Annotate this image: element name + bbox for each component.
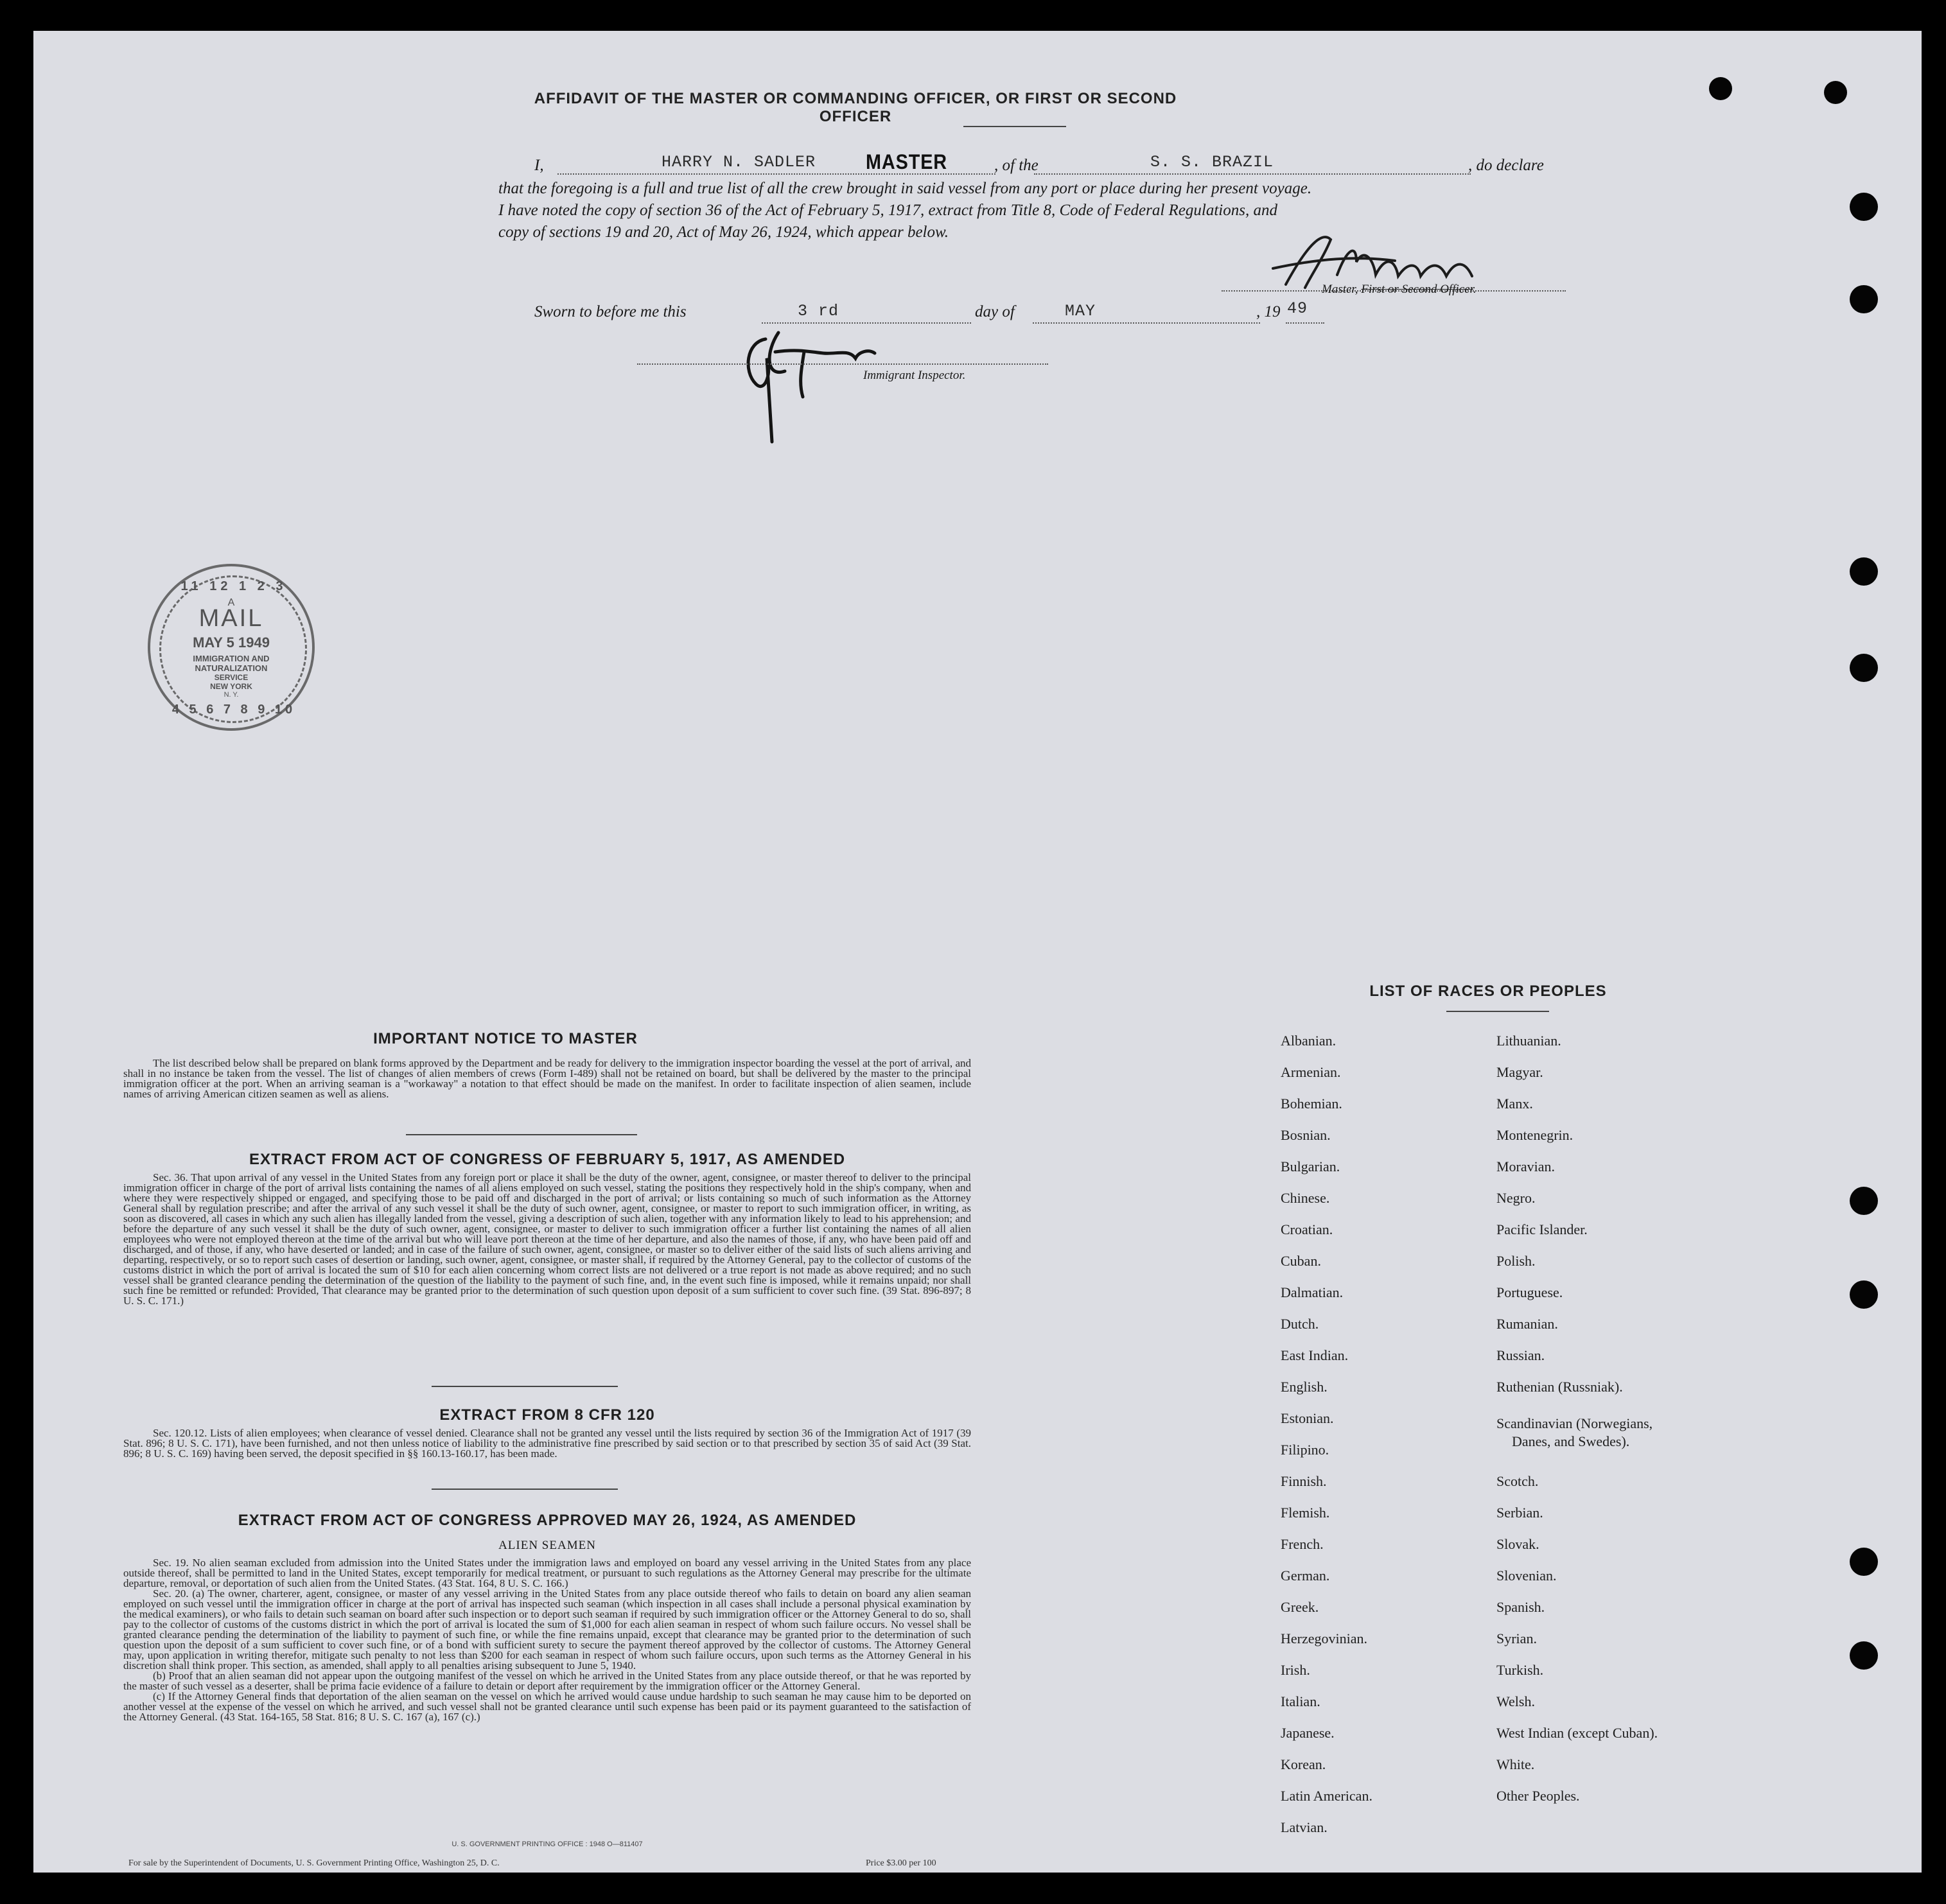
mail-received-stamp bbox=[148, 564, 315, 731]
punch-hole bbox=[1850, 654, 1878, 682]
race-item: Bulgarian. bbox=[1281, 1158, 1340, 1175]
stamp-line-4: NEW YORK bbox=[210, 682, 252, 691]
master-caption-label: Master, bbox=[1322, 283, 1358, 296]
extract-1917-body: Sec. 36. That upon arrival of any vessel in the United States from any foreign port or place it shall be the duty of the owner, agent, consignee, or master thereof to deliver to the principal immigration officer in charge of the port of arrival lists containing the names of all aliens employed on such vessel, stating the positions they respectively hold in the ship's company, when and where they were respectively shipped or engaged, and specifying those to be paid off and discharged in the port of arrival; or lists containing so much of such information as the Attorney General shall by regulation prescribe; and after the arrival of any such vessel it shall be the duty of such owner, agent, consignee, or master to report to such immigration officer, in writing, as soon as discovered, all cases in which any such alien has illegally landed from the vessel, giving a description of such alien, together with any information likely to lead to his apprehension; and before the departure of any such vessel it shall be the duty of such owner, agent, consignee, or master to deliver to such immigration officer a further list containing the names of all alien employees who were not employed thereon at the time of the arrival but who will leave port thereon at the time of her departure, and also the names of those, if any, who have been paid off and discharged, and of those, if any, who have deserted or landed; and in case of the failure of such owner, agent, consignee, or master so to deliver either of the said lists of such aliens arriving and departing, respectively, or so to report such cases of desertion or landing, such owner, agent, consignee, or master shall, if required by the Attorney General, pay to the collector of customs of the customs district in which the port of arrival is located the sum of $10 for each alien concerning whom correct lists are not delivered or a true report is not made as above required; and no such vessel shall be granted clearance pending the determination of the question of the liability to the payment of such fine, and, in the event such fine is imposed, while it remains unpaid; nor shall such fine be remitted or refunded: Provided, That clearance may be granted prior to the determination of such question upon deposit of a sum sufficient to cover such fine. (39 Stat. 896-897; 8 U. S. C. 171.) bbox=[123, 1171, 971, 1307]
divider bbox=[406, 1134, 637, 1135]
vessel-line bbox=[1034, 173, 1471, 175]
race-item: Dutch. bbox=[1281, 1316, 1319, 1332]
master-caption: Master, First or Second Officer. bbox=[1322, 283, 1477, 296]
race-item: Rumanian. bbox=[1496, 1316, 1558, 1332]
race-item: Portuguese. bbox=[1496, 1284, 1563, 1300]
race-item: Chinese. bbox=[1281, 1190, 1330, 1206]
stamp-mail: MAIL bbox=[198, 605, 264, 632]
race-item: Estonian. bbox=[1281, 1410, 1334, 1426]
stamp-ring-top: 11 12 1 2 3 bbox=[180, 579, 287, 593]
punch-hole bbox=[1850, 557, 1878, 586]
stamp-top: A bbox=[227, 597, 235, 608]
race-item: Scandinavian (Norwegians, bbox=[1496, 1415, 1653, 1431]
month-line bbox=[1033, 322, 1260, 324]
race-item: East Indian. bbox=[1281, 1347, 1349, 1363]
printing-office-line: U. S. GOVERNMENT PRINTING OFFICE : 1948 O—811407 bbox=[451, 1840, 643, 1848]
race-item: Bosnian. bbox=[1281, 1127, 1331, 1143]
race-item: Croatian. bbox=[1281, 1221, 1333, 1237]
race-item: Danes, and Swedes). bbox=[1512, 1433, 1630, 1449]
race-item: Bohemian. bbox=[1281, 1096, 1342, 1112]
race-item: Greek. bbox=[1281, 1599, 1319, 1615]
price-note: Price $3.00 per 100 bbox=[866, 1858, 936, 1868]
affidavit-i-label: I, bbox=[534, 157, 544, 174]
race-item: Irish. bbox=[1281, 1662, 1310, 1678]
for-sale-note: For sale by the Superintendent of Documents, U. S. Government Printing Office, Washington 25, D. C. bbox=[128, 1858, 500, 1868]
stamp-ring-bottom: 4 5 6 7 8 9 10 bbox=[171, 703, 296, 717]
race-item: German. bbox=[1281, 1568, 1330, 1584]
document-page bbox=[33, 31, 1922, 1873]
race-item: Welsh. bbox=[1496, 1693, 1535, 1709]
divider bbox=[432, 1489, 618, 1490]
master-caption-struck: First or Second Officer bbox=[1361, 283, 1473, 296]
sec-20-c-paragraph: (c) If the Attorney General finds that deportation of the alien seaman on the vessel on which he arrived would cause undue hardship to such seaman he may cause him to be deported on another vessel at the expense of the vessel on which he arrived, and such vessel shall not be granted clearance until such expense has been paid or its payment guaranteed to the satisfaction of the Attorney General. (43 Stat. 164-165, 58 Stat. 816; 8 U. S. C. 167 (a), 167 (c).) bbox=[123, 1690, 971, 1723]
race-item: Italian. bbox=[1281, 1693, 1320, 1709]
punch-hole bbox=[1850, 1280, 1878, 1309]
race-item: White. bbox=[1496, 1756, 1535, 1772]
race-item: Armenian. bbox=[1281, 1064, 1341, 1080]
day-of-label: day of bbox=[975, 303, 1015, 320]
year-prefix: , 19 bbox=[1256, 303, 1281, 320]
race-item: Herzegovinian. bbox=[1281, 1630, 1367, 1646]
divider bbox=[963, 126, 1066, 127]
affidavit-line-3: I have noted the copy of section 36 of the Act of February 5, 1917, extract from Title 8, Code of Federal Regulations, and bbox=[498, 202, 1277, 219]
race-item: Korean. bbox=[1281, 1756, 1326, 1772]
master-name: HARRY N. SADLER bbox=[662, 153, 816, 171]
punch-hole bbox=[1850, 1548, 1878, 1576]
sworn-month: MAY bbox=[1065, 302, 1096, 320]
race-item: Albanian. bbox=[1281, 1033, 1337, 1049]
master-signature-text bbox=[1292, 262, 1295, 263]
sec-19-paragraph: Sec. 19. No alien seaman excluded from admission into the United States under the immigration laws and employed on board any vessel arriving in the United States from any place outside thereof, shall be permitted to land in the United States, except temporarily for medical treatment, or pursuant to such regulations as the Attorney General may prescribe for the ultimate departure, removal, or deportation of such alien from the United States. (43 Stat. 164, 8 U. S. C. 166.) bbox=[123, 1557, 971, 1589]
stamp-line-2: NATURALIZATION bbox=[195, 663, 268, 673]
divider bbox=[1446, 1011, 1549, 1012]
rank-stamp: MASTER bbox=[866, 150, 947, 173]
race-item: Slovenian. bbox=[1496, 1568, 1557, 1584]
punch-hole bbox=[1850, 285, 1878, 313]
race-item: Other Peoples. bbox=[1496, 1788, 1580, 1804]
race-item: Polish. bbox=[1496, 1253, 1536, 1269]
race-item: Pacific Islander. bbox=[1496, 1221, 1588, 1237]
affidavit-line-2: that the foregoing is a full and true list of all the crew brought in said vessel from any port or place during her present voyage. bbox=[498, 180, 1312, 197]
inspector-caption: Immigrant Inspector. bbox=[863, 369, 966, 382]
divider bbox=[432, 1386, 618, 1387]
race-item: Montenegrin. bbox=[1496, 1127, 1573, 1143]
notice-title: IMPORTANT NOTICE TO MASTER bbox=[373, 1030, 638, 1047]
race-item: Spanish. bbox=[1496, 1599, 1545, 1615]
race-item: Negro. bbox=[1496, 1190, 1536, 1206]
race-item: French. bbox=[1281, 1536, 1324, 1552]
sworn-day: 3 rd bbox=[798, 302, 839, 320]
punch-hole bbox=[1824, 81, 1847, 104]
race-item: Japanese. bbox=[1281, 1725, 1335, 1741]
race-item: Moravian. bbox=[1496, 1158, 1556, 1175]
extract-1924-subtitle: ALIEN SEAMEN bbox=[498, 1539, 596, 1552]
races-title: LIST OF RACES OR PEOPLES bbox=[1369, 983, 1607, 1000]
extract-8cfr-title: EXTRACT FROM 8 CFR 120 bbox=[439, 1406, 655, 1424]
punch-hole bbox=[1850, 1641, 1878, 1670]
sec-20-b-paragraph: (b) Proof that an alien seaman did not appear upon the outgoing manifest of the vessel on which he arrived in the United States from any place outside thereof, or that he was reported by the master of such vessel as a deserter, shall be prima facie evidence of a failure to detain or deport after requirement by the immigration officer or the Attorney General. bbox=[123, 1670, 971, 1692]
race-item: Manx. bbox=[1496, 1096, 1533, 1112]
race-item: Slovak. bbox=[1496, 1536, 1539, 1552]
stamp-date: MAY 5 1949 bbox=[193, 634, 270, 651]
extract-1924-body bbox=[123, 1558, 971, 1722]
affidavit-line-4: copy of sections 19 and 20, Act of May 26, 1924, which appear below. bbox=[498, 223, 949, 241]
sec-20-a-paragraph: Sec. 20. (a) The owner, charterer, agent, consignee, or master of any vessel arriving in the United States from any place outside thereof who fails to detain on board any alien seaman employed on such vessel until the immigration officer in charge at the port of arrival has inspected such seaman (which inspection in all cases shall include a personal physical examination by the medical examiners), or who fails to detain such seaman on board after such inspection or to deport such seaman if required by such immigration officer or the Attorney General to do so, shall pay to the collector of customs of the customs district in which the port of arrival is located the sum of $1,000 for each alien seaman in respect of whom such failure occurs. No vessel shall be granted clearance pending the determination of the liability to payment of such fine, or while the fine remains unpaid, except that clearance may be granted prior to the determination of such question upon the deposit of a sum sufficient to cover such fine, or of a bond with sufficient surety to secure the payment thereof approved by the collector of customs. The Attorney General may, upon application in writing therefor, mitigate such penalty to not less than $200 for each seaman in respect of whom such failure occurs, upon such terms as the Attorney General in his discretion shall think proper. This section, as amended, shall apply to all penalties arising subsequent to June 5, 1940. bbox=[123, 1587, 971, 1672]
race-item: Flemish. bbox=[1281, 1505, 1330, 1521]
race-item: Latin American. bbox=[1281, 1788, 1372, 1804]
affidavit-of-the: , of the bbox=[994, 157, 1039, 174]
inspector-line bbox=[637, 363, 1048, 365]
race-item: Lithuanian. bbox=[1496, 1033, 1561, 1049]
extract-1917-title: EXTRACT FROM ACT OF CONGRESS OF FEBRUARY 5, 1917, AS AMENDED bbox=[249, 1151, 846, 1168]
race-item: Serbian. bbox=[1496, 1505, 1543, 1521]
sworn-label: Sworn to before me this bbox=[534, 303, 687, 320]
punch-hole bbox=[1709, 77, 1732, 100]
year-line bbox=[1286, 322, 1324, 324]
race-item: Magyar. bbox=[1496, 1064, 1543, 1080]
affidavit-title: AFFIDAVIT OF THE MASTER OR COMMANDING OFFICER, OR FIRST OR SECOND OFFICER bbox=[534, 90, 1177, 125]
race-item: English. bbox=[1281, 1379, 1328, 1395]
extract-8cfr-body: Sec. 120.12. Lists of alien employees; when clearance of vessel denied. Clearance shall not be granted any vessel until the lists required by section 36 of the Immigration Act of 1917 (39 Stat. 896; 8 U. S. C. 171), have been furnished, and not then unless notice of liability to the administrative fine prescribed by said section or to that prescribed by section 35 of said Act (39 Stat. 896; 8 U. S. C. 169) having been served, the deposit specified in §§ 160.13-160.17, has been made. bbox=[123, 1427, 971, 1460]
punch-hole bbox=[1850, 193, 1878, 221]
extract-1924-title: EXTRACT FROM ACT OF CONGRESS APPROVED MAY 26, 1924, AS AMENDED bbox=[238, 1512, 857, 1529]
race-item: Finnish. bbox=[1281, 1473, 1327, 1489]
notice-body: The list described below shall be prepared on blank forms approved by the Department and be ready for delivery to the immigration inspector boarding the vessel at the port of arrival, and shall in no instance be taken from the vessel. The list of changes of alien members of crews (Form I-489) shall not be retained on board, but shall be delivered by the master to the principal immigration officer at the port. When an arriving seaman is a "workaway" a notation to that effect should be made on the manifest. In order to facilitate inspection of alien seamen, include names of arriving American citizen seamen as well as aliens. bbox=[123, 1057, 971, 1100]
race-item: Syrian. bbox=[1496, 1630, 1537, 1646]
vessel-name: S. S. BRAZIL bbox=[1150, 153, 1274, 171]
race-item: West Indian (except Cuban). bbox=[1496, 1725, 1658, 1741]
race-item: Russian. bbox=[1496, 1347, 1545, 1363]
stamp-line-5: N. Y. bbox=[224, 691, 239, 699]
stamp-line-1: IMMIGRATION AND bbox=[193, 654, 270, 663]
race-item: Scotch. bbox=[1496, 1473, 1539, 1489]
stamp-line-3: SERVICE bbox=[214, 673, 249, 682]
race-item: Cuban. bbox=[1281, 1253, 1321, 1269]
race-item: Filipino. bbox=[1281, 1442, 1329, 1458]
punch-hole bbox=[1850, 1187, 1878, 1215]
affidavit-declare: , do declare bbox=[1468, 157, 1544, 174]
race-item: Dalmatian. bbox=[1281, 1284, 1344, 1300]
race-item: Ruthenian (Russniak). bbox=[1496, 1379, 1623, 1395]
race-item: Latvian. bbox=[1281, 1819, 1328, 1835]
race-item: Turkish. bbox=[1496, 1662, 1544, 1678]
sworn-year: 49 bbox=[1287, 299, 1308, 318]
